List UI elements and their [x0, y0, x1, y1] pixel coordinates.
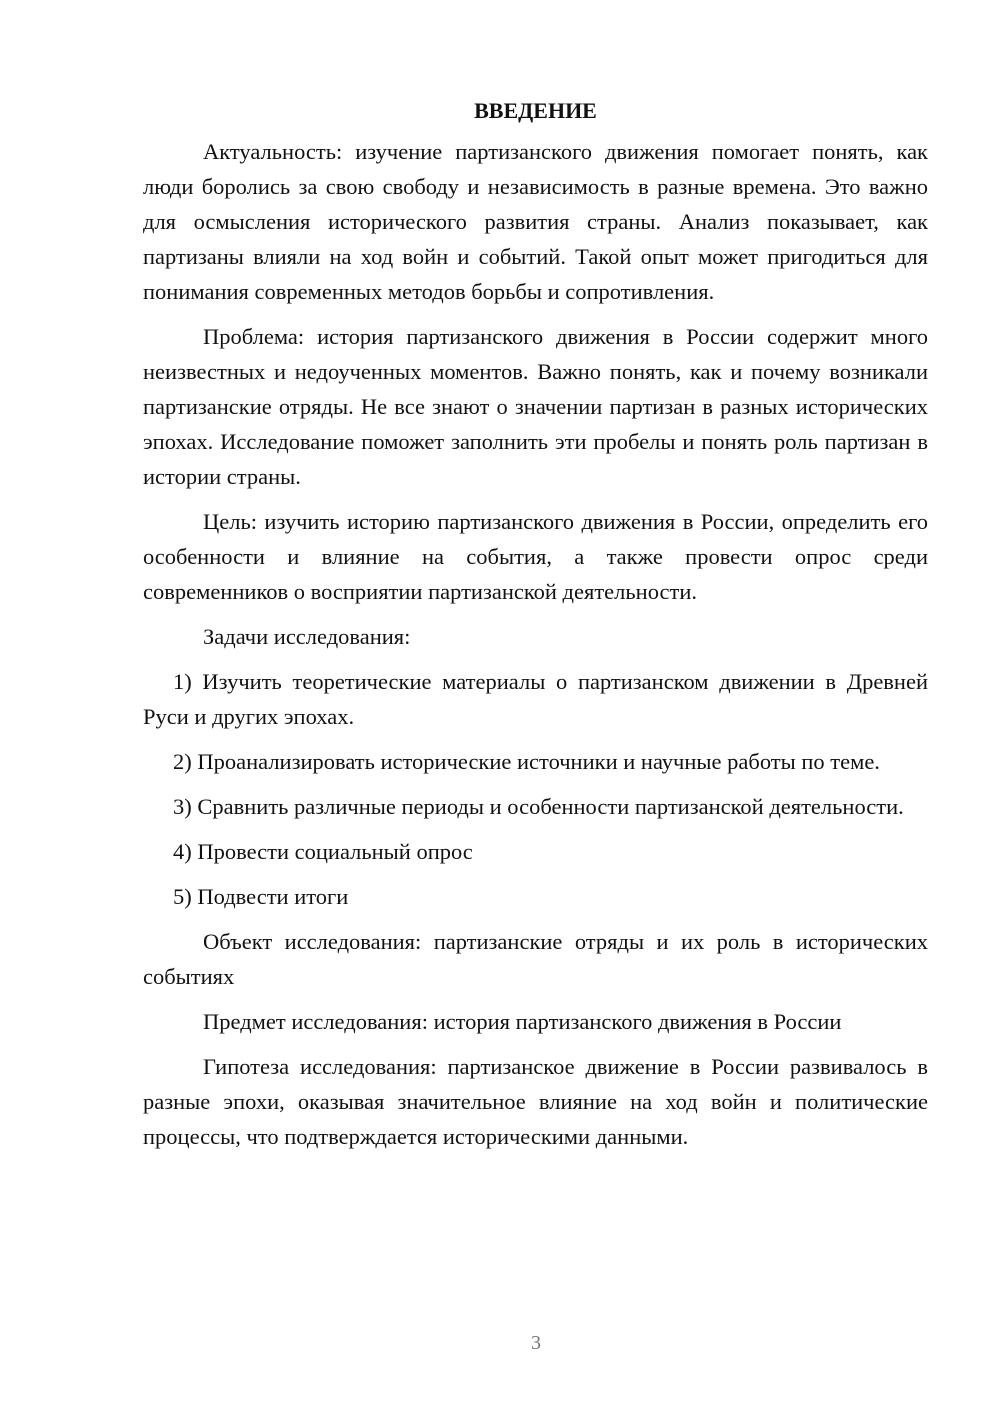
relevance-paragraph: Актуальность: изучение партизанского движения помогает понять, как люди боролись за свою свободу и независимость в разные времена. Это важно для осмысления исторического развития страны. Анализ показывает, как партизаны влияли на ход войн и событий. Такой опыт может пригодиться для понимания современных методов борьбы и сопротивления. — [143, 139, 928, 304]
document-page — [143, 96, 928, 1164]
subject-paragraph: Предмет исследования: история партизанского движения в России — [203, 1009, 842, 1034]
object-paragraph: Объект исследования: партизанские отряды и их роль в исторических событиях — [143, 929, 928, 989]
task-item-3: 3) Сравнить различные периоды и особенности партизанской деятельности. — [173, 794, 904, 819]
page-heading: ВВЕДЕНИЕ — [474, 98, 597, 123]
problem-paragraph: Проблема: история партизанского движения в России содержит много неизвестных и недоученных моментов. Важно понять, как и почему возникали партизанские отряды. Не все знают о значении партизан в разных исторических эпохах. Исследование поможет заполнить эти пробелы и понять роль партизан в истории страны. — [143, 324, 928, 489]
hypothesis-paragraph: Гипотеза исследования: партизанское движение в России развивалось в разные эпохи, оказывая значительное влияние на ход войн и политические процессы, что подтверждается историческими данными. — [143, 1054, 928, 1149]
page-number: 3 — [531, 1332, 541, 1354]
task-item-4: 4) Провести социальный опрос — [173, 839, 473, 864]
task-item-2: 2) Проанализировать исторические источники и научные работы по теме. — [173, 749, 880, 774]
goal-paragraph: Цель: изучить историю партизанского движения в России, определить его особенности и влияние на события, а также провести опрос среди современников о восприятии партизанской деятельности. — [143, 509, 928, 604]
task-item-1: 1) Изучить теоретические материалы о партизанском движении в Древней Руси и других эпохах. — [143, 669, 928, 729]
tasks-heading: Задачи исследования: — [203, 624, 411, 649]
task-item-5: 5) Подвести итоги — [173, 884, 349, 909]
